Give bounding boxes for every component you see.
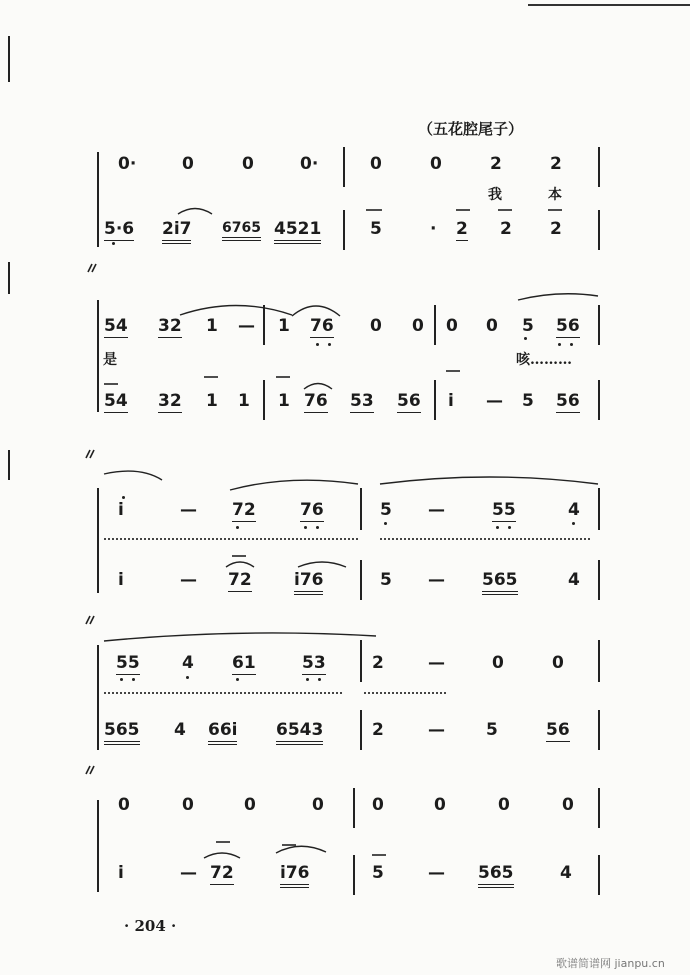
note: 565 (478, 865, 514, 882)
note: 0 (182, 795, 194, 815)
note: 5 (380, 500, 392, 520)
note: 2 (550, 154, 562, 174)
note: 2 (500, 219, 512, 239)
note: 5·6 (104, 219, 135, 239)
slur (304, 384, 332, 390)
octave-dot (558, 343, 561, 346)
note: 2 (372, 653, 384, 673)
slur (226, 562, 254, 567)
bar-line (598, 147, 600, 187)
note: 0 (118, 795, 130, 815)
slur (104, 633, 376, 641)
note: 76 (304, 391, 328, 411)
note: i (118, 570, 124, 590)
note: 4 (560, 863, 572, 883)
note: 0· (118, 154, 137, 174)
octave-dot (120, 678, 123, 681)
octave-dot (316, 343, 319, 346)
note: i76 (294, 572, 323, 589)
lyric: 是 (103, 352, 117, 368)
note: 0 (312, 795, 324, 815)
note: 56 (556, 391, 580, 411)
octave-dot (570, 343, 573, 346)
tick-mark (92, 264, 96, 272)
note: — (238, 316, 255, 336)
octave-dot (316, 526, 319, 529)
note: — (180, 570, 197, 590)
note: 0· (300, 154, 319, 174)
note: — (428, 720, 445, 740)
lyric: 本 (548, 187, 562, 203)
note: — (180, 863, 197, 883)
note: i76 (280, 865, 309, 882)
note: 4 (174, 720, 186, 740)
octave-dot (306, 678, 309, 681)
note: 54 (104, 316, 128, 336)
note: — (428, 863, 445, 883)
bar-line (598, 788, 600, 828)
note: 0 (498, 795, 510, 815)
note: 4521 (274, 221, 321, 238)
slur (178, 209, 212, 215)
bar-line (360, 560, 362, 600)
note: 5 (522, 316, 534, 336)
slur (292, 306, 340, 316)
slur (230, 480, 358, 490)
bar-line (360, 488, 362, 530)
bar-line (263, 305, 265, 345)
octave-dot (186, 676, 189, 679)
note: 4 (568, 570, 580, 590)
system-bracket (97, 152, 99, 247)
bar-line (598, 305, 600, 345)
note: 1 (278, 316, 290, 336)
note: 1 (206, 316, 218, 336)
bar-line (343, 147, 345, 187)
octave-dot (328, 343, 331, 346)
bar-line (353, 855, 355, 895)
note: 32 (158, 391, 182, 411)
note: 54 (104, 391, 128, 411)
octave-dot (572, 522, 575, 525)
note: 5 (370, 219, 382, 239)
scan-edge-mark (8, 36, 10, 82)
dotted-line (364, 692, 446, 694)
slur (276, 846, 326, 853)
note: 5 (486, 720, 498, 740)
note: 5 (372, 863, 384, 883)
octave-dot (524, 337, 527, 340)
slur (104, 471, 162, 480)
note: 76 (310, 316, 334, 336)
note: 0 (182, 154, 194, 174)
note: 72 (228, 570, 252, 590)
note: 53 (302, 653, 326, 673)
note: 66i (208, 722, 237, 739)
lyric: 咳……… (516, 352, 572, 368)
bar-line (360, 640, 362, 682)
note: 56 (397, 391, 421, 411)
note: 2 (490, 154, 502, 174)
tick-mark (86, 450, 90, 458)
slur (204, 853, 240, 858)
header-rule (528, 4, 690, 6)
note: 4 (182, 653, 194, 673)
note: 5 (522, 391, 534, 411)
note: 55 (492, 500, 516, 520)
note: 6543 (276, 722, 323, 739)
note: 32 (158, 316, 182, 336)
bar-line (598, 488, 600, 530)
note: 0 (562, 795, 574, 815)
note: i (118, 500, 124, 520)
note: — (428, 570, 445, 590)
note: 0 (430, 154, 442, 174)
note: i (448, 391, 454, 411)
bar-line (598, 710, 600, 750)
system-bracket (97, 645, 99, 750)
bar-line (343, 210, 345, 250)
system-bracket (97, 800, 99, 892)
note: 0 (244, 795, 256, 815)
watermark: 歌谱简谱网 jianpu.cn (556, 957, 665, 970)
page-number: · 204 · (124, 917, 177, 935)
slur (380, 477, 598, 484)
dotted-line (380, 538, 590, 540)
tick-mark (90, 616, 94, 624)
bar-line (598, 380, 600, 420)
note: 2i7 (162, 221, 191, 238)
note: 76 (300, 500, 324, 520)
bar-line (598, 210, 600, 250)
note: 565 (482, 572, 518, 589)
tick-mark (86, 616, 90, 624)
note: 0 (370, 154, 382, 174)
bar-line (360, 710, 362, 750)
tick-mark (90, 766, 94, 774)
bar-line (598, 560, 600, 600)
octave-dot (318, 678, 321, 681)
slur (180, 306, 292, 316)
octave-dot (508, 526, 511, 529)
bar-line (434, 305, 436, 345)
note: — (428, 500, 445, 520)
note: 0 (242, 154, 254, 174)
scan-edge-mark (8, 450, 10, 480)
note: 61 (232, 653, 256, 673)
system-bracket (97, 300, 99, 412)
bar-line (598, 640, 600, 682)
octave-dot (496, 526, 499, 529)
note: 0 (492, 653, 504, 673)
note: 1 (238, 391, 250, 411)
bar-line (353, 788, 355, 828)
octave-dot (112, 242, 115, 245)
octave-dot (384, 522, 387, 525)
note: 0 (370, 316, 382, 336)
note: 565 (104, 722, 140, 739)
note: 72 (210, 863, 234, 883)
dotted-line (104, 538, 358, 540)
octave-dot (236, 526, 239, 529)
note: 2 (550, 219, 562, 239)
bar-line (434, 380, 436, 420)
note: — (428, 653, 445, 673)
note: 53 (350, 391, 374, 411)
bar-line (598, 855, 600, 895)
tick-mark (90, 450, 94, 458)
note: i (118, 863, 124, 883)
lyric: 我 (488, 187, 502, 203)
note: 0 (486, 316, 498, 336)
note: · (430, 219, 437, 239)
octave-dot (132, 678, 135, 681)
note: 1 (206, 391, 218, 411)
tick-mark (88, 264, 92, 272)
note: 55 (116, 653, 140, 673)
bar-line (263, 380, 265, 420)
slur (298, 562, 346, 567)
note: 4 (568, 500, 580, 520)
note: 56 (556, 316, 580, 336)
note: 0 (552, 653, 564, 673)
note: — (486, 391, 503, 411)
note: 0 (446, 316, 458, 336)
system-bracket (97, 488, 99, 593)
note: 1 (278, 391, 290, 411)
slur (518, 294, 598, 300)
scan-edge-mark (8, 262, 10, 294)
note: 2 (456, 219, 468, 239)
octave-dot (122, 496, 125, 499)
octave-dot (304, 526, 307, 529)
dotted-line (104, 692, 342, 694)
note: 72 (232, 500, 256, 520)
octave-dot (236, 678, 239, 681)
note: — (180, 500, 197, 520)
note: 0 (434, 795, 446, 815)
note: 0 (412, 316, 424, 336)
note: 5 (380, 570, 392, 590)
section-title: （五花腔尾子） (418, 120, 524, 138)
note: 56 (546, 720, 570, 740)
note: 0 (372, 795, 384, 815)
tick-mark (86, 766, 90, 774)
note: 2 (372, 720, 384, 740)
note: 6765 (222, 221, 261, 235)
